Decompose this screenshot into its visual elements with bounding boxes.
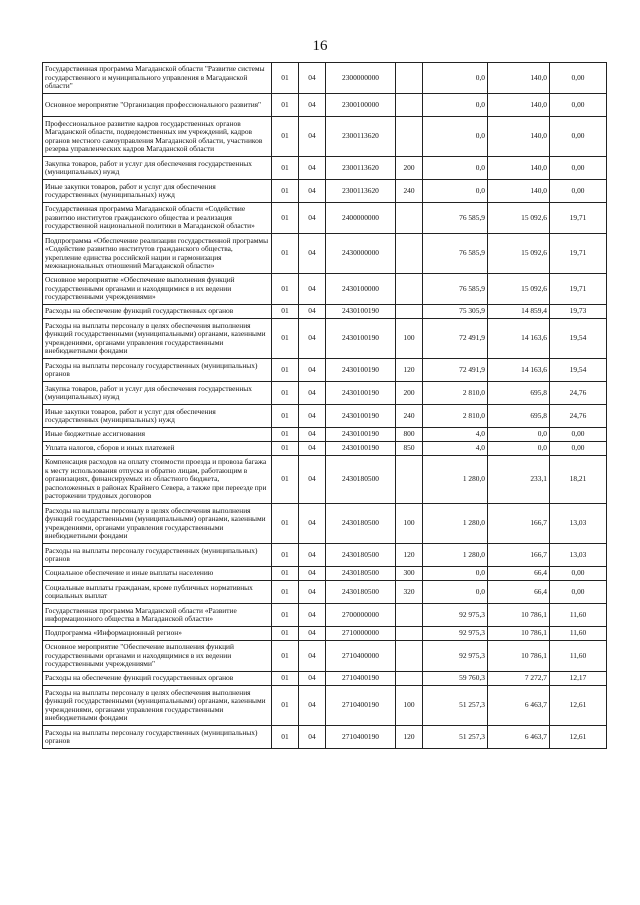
target-article-cell: 2710400190 (326, 672, 396, 686)
expense-type-cell: 100 (396, 319, 423, 359)
table-row (43, 180, 607, 203)
fact-amount-cell: 140,0 (488, 117, 550, 157)
percent-cell: 19,54 (550, 359, 607, 382)
plan-amount-cell: 92 975,3 (423, 604, 488, 627)
target-article-cell: 2300100000 (326, 94, 396, 117)
razdel-cell: 01 (272, 672, 299, 686)
expense-type-cell (396, 94, 423, 117)
row-name-cell: Основное мероприятие "Организация профессионального развития" (43, 94, 272, 117)
plan-amount-cell: 51 257,3 (423, 726, 488, 749)
podrazdel-cell: 04 (299, 627, 326, 641)
fact-amount-cell: 10 786,1 (488, 604, 550, 627)
podrazdel-cell: 04 (299, 234, 326, 274)
table-row (43, 726, 607, 749)
fact-amount-cell: 0,0 (488, 428, 550, 442)
fact-amount-cell: 695,8 (488, 405, 550, 428)
razdel-cell: 01 (272, 544, 299, 567)
plan-amount-cell: 1 280,0 (423, 504, 488, 544)
fact-amount-cell: 140,0 (488, 180, 550, 203)
plan-amount-cell: 2 810,0 (423, 405, 488, 428)
target-article-cell: 2430100190 (326, 428, 396, 442)
fact-amount-cell: 66,4 (488, 567, 550, 581)
expense-type-cell: 320 (396, 581, 423, 604)
table-row (43, 672, 607, 686)
target-article-cell: 2300113620 (326, 157, 396, 180)
expense-type-cell (396, 456, 423, 504)
target-article-cell: 2710400000 (326, 641, 396, 672)
razdel-cell: 01 (272, 203, 299, 234)
row-name-cell: Расходы на выплаты персоналу в целях обеспечения выполнения функций государственными (муниципальными) органами, казенными учреждениями, органами управления государственными внебюджетными фондами (43, 686, 272, 726)
percent-cell: 11,60 (550, 641, 607, 672)
fact-amount-cell: 10 786,1 (488, 641, 550, 672)
target-article-cell: 2300113620 (326, 117, 396, 157)
podrazdel-cell: 04 (299, 581, 326, 604)
row-name-cell: Компенсация расходов на оплату стоимости проезда и провоза багажа к месту использования отпуска и обратно лицам, работающим в организациях, финансируемых из областного бюджета, расположенных в районах Крайнего Севера, а также при переезде при расторжении трудовых договоров (43, 456, 272, 504)
expense-type-cell: 120 (396, 544, 423, 567)
razdel-cell: 01 (272, 604, 299, 627)
podrazdel-cell: 04 (299, 63, 326, 94)
plan-amount-cell: 92 975,3 (423, 641, 488, 672)
page-number: 16 (312, 38, 328, 54)
budget-table (42, 62, 607, 749)
razdel-cell: 01 (272, 641, 299, 672)
percent-cell: 13,03 (550, 504, 607, 544)
percent-cell: 12,61 (550, 686, 607, 726)
row-name-cell: Иные закупки товаров, работ и услуг для обеспечения государственных (муниципальных) нужд (43, 405, 272, 428)
row-name-cell: Расходы на обеспечение функций государственных органов (43, 305, 272, 319)
table-row (43, 63, 607, 94)
plan-amount-cell: 59 760,3 (423, 672, 488, 686)
plan-amount-cell: 76 585,9 (423, 234, 488, 274)
plan-amount-cell: 0,0 (423, 117, 488, 157)
table-row (43, 117, 607, 157)
plan-amount-cell: 72 491,9 (423, 319, 488, 359)
expense-type-cell: 300 (396, 567, 423, 581)
fact-amount-cell: 14 163,6 (488, 359, 550, 382)
expense-type-cell: 120 (396, 359, 423, 382)
podrazdel-cell: 04 (299, 544, 326, 567)
percent-cell: 0,00 (550, 442, 607, 456)
fact-amount-cell: 15 092,6 (488, 274, 550, 305)
fact-amount-cell: 166,7 (488, 504, 550, 544)
expense-type-cell: 240 (396, 405, 423, 428)
target-article-cell: 2430180500 (326, 581, 396, 604)
fact-amount-cell: 140,0 (488, 94, 550, 117)
percent-cell: 24,76 (550, 405, 607, 428)
table-row (43, 581, 607, 604)
razdel-cell: 01 (272, 726, 299, 749)
percent-cell: 19,54 (550, 319, 607, 359)
table-body (43, 63, 607, 749)
table-row (43, 234, 607, 274)
expense-type-cell: 120 (396, 726, 423, 749)
razdel-cell: 01 (272, 359, 299, 382)
percent-cell: 13,03 (550, 544, 607, 567)
percent-cell: 0,00 (550, 567, 607, 581)
razdel-cell: 01 (272, 428, 299, 442)
fact-amount-cell: 6 463,7 (488, 726, 550, 749)
fact-amount-cell: 140,0 (488, 63, 550, 94)
row-name-cell: Государственная программа Магаданской области «Содействие развитию институтов гражданского общества и реализация государственной национальной политики в Магаданской области» (43, 203, 272, 234)
row-name-cell: Иные бюджетные ассигнования (43, 428, 272, 442)
podrazdel-cell: 04 (299, 604, 326, 627)
plan-amount-cell: 51 257,3 (423, 686, 488, 726)
podrazdel-cell: 04 (299, 686, 326, 726)
table-row (43, 604, 607, 627)
table-row (43, 627, 607, 641)
target-article-cell: 2430100190 (326, 405, 396, 428)
podrazdel-cell: 04 (299, 319, 326, 359)
table-row (43, 359, 607, 382)
plan-amount-cell: 0,0 (423, 63, 488, 94)
row-name-cell: Профессиональное развитие кадров государственных органов Магаданской области, подведомственных им учреждений, кадров органов местного самоуправления Магаданской области, участников резерва управленческих кадров Магаданской области (43, 117, 272, 157)
table-row (43, 686, 607, 726)
table-row (43, 203, 607, 234)
podrazdel-cell: 04 (299, 117, 326, 157)
plan-amount-cell: 0,0 (423, 581, 488, 604)
expense-type-cell (396, 641, 423, 672)
expense-type-cell (396, 305, 423, 319)
plan-amount-cell: 92 975,3 (423, 627, 488, 641)
target-article-cell: 2430100000 (326, 274, 396, 305)
podrazdel-cell: 04 (299, 359, 326, 382)
expense-type-cell (396, 604, 423, 627)
percent-cell: 24,76 (550, 382, 607, 405)
razdel-cell: 01 (272, 504, 299, 544)
razdel-cell: 01 (272, 581, 299, 604)
razdel-cell: 01 (272, 382, 299, 405)
table-row (43, 305, 607, 319)
fact-amount-cell: 14 859,4 (488, 305, 550, 319)
expense-type-cell: 100 (396, 504, 423, 544)
plan-amount-cell: 4,0 (423, 428, 488, 442)
percent-cell: 19,71 (550, 203, 607, 234)
target-article-cell: 2430100190 (326, 319, 396, 359)
row-name-cell: Иные закупки товаров, работ и услуг для обеспечения государственных (муниципальных) нужд (43, 180, 272, 203)
expense-type-cell (396, 117, 423, 157)
row-name-cell: Расходы на выплаты персоналу государственных (муниципальных) органов (43, 726, 272, 749)
podrazdel-cell: 04 (299, 274, 326, 305)
percent-cell: 0,00 (550, 157, 607, 180)
target-article-cell: 2710000000 (326, 627, 396, 641)
expense-type-cell: 200 (396, 157, 423, 180)
expense-type-cell (396, 234, 423, 274)
target-article-cell: 2430100190 (326, 382, 396, 405)
row-name-cell: Подпрограмма «Информационный регион» (43, 627, 272, 641)
table-row (43, 428, 607, 442)
razdel-cell: 01 (272, 157, 299, 180)
percent-cell: 11,60 (550, 627, 607, 641)
razdel-cell: 01 (272, 63, 299, 94)
row-name-cell: Расходы на выплаты персоналу в целях обеспечения выполнения функций государственными (муниципальными) органами, казенными учреждениями, органами управления государственными внебюджетными фондами (43, 319, 272, 359)
razdel-cell: 01 (272, 456, 299, 504)
target-article-cell: 2430100190 (326, 305, 396, 319)
razdel-cell: 01 (272, 274, 299, 305)
target-article-cell: 2430000000 (326, 234, 396, 274)
podrazdel-cell: 04 (299, 504, 326, 544)
fact-amount-cell: 140,0 (488, 157, 550, 180)
plan-amount-cell: 1 280,0 (423, 456, 488, 504)
target-article-cell: 2430100190 (326, 359, 396, 382)
expense-type-cell (396, 274, 423, 305)
plan-amount-cell: 0,0 (423, 94, 488, 117)
target-article-cell: 2430100190 (326, 442, 396, 456)
podrazdel-cell: 04 (299, 157, 326, 180)
table-row (43, 544, 607, 567)
fact-amount-cell: 6 463,7 (488, 686, 550, 726)
podrazdel-cell: 04 (299, 203, 326, 234)
fact-amount-cell: 66,4 (488, 581, 550, 604)
table-row (43, 94, 607, 117)
row-name-cell: Социальное обеспечение и иные выплаты населению (43, 567, 272, 581)
table-row (43, 567, 607, 581)
fact-amount-cell: 10 786,1 (488, 627, 550, 641)
expense-type-cell: 240 (396, 180, 423, 203)
podrazdel-cell: 04 (299, 382, 326, 405)
table-row (43, 504, 607, 544)
podrazdel-cell: 04 (299, 726, 326, 749)
target-article-cell: 2710400190 (326, 686, 396, 726)
podrazdel-cell: 04 (299, 641, 326, 672)
row-name-cell: Социальные выплаты гражданам, кроме публичных нормативных социальных выплат (43, 581, 272, 604)
podrazdel-cell: 04 (299, 305, 326, 319)
row-name-cell: Подпрограмма «Обеспечение реализации государственной программы «Содействие развитию институтов гражданского общества, укрепление единства российской нации и гармонизация межнациональных отношений Магаданской области» (43, 234, 272, 274)
percent-cell: 19,73 (550, 305, 607, 319)
fact-amount-cell: 166,7 (488, 544, 550, 567)
razdel-cell: 01 (272, 442, 299, 456)
podrazdel-cell: 04 (299, 180, 326, 203)
target-article-cell: 2700000000 (326, 604, 396, 627)
target-article-cell: 2400000000 (326, 203, 396, 234)
row-name-cell: Расходы на выплаты персоналу государственных (муниципальных) органов (43, 359, 272, 382)
percent-cell: 19,71 (550, 234, 607, 274)
table-row (43, 157, 607, 180)
plan-amount-cell: 1 280,0 (423, 544, 488, 567)
podrazdel-cell: 04 (299, 405, 326, 428)
podrazdel-cell: 04 (299, 456, 326, 504)
expense-type-cell: 800 (396, 428, 423, 442)
target-article-cell: 2430180500 (326, 504, 396, 544)
target-article-cell: 2300000000 (326, 63, 396, 94)
razdel-cell: 01 (272, 567, 299, 581)
percent-cell: 0,00 (550, 581, 607, 604)
plan-amount-cell: 76 585,9 (423, 274, 488, 305)
row-name-cell: Закупка товаров, работ и услуг для обеспечения государственных (муниципальных) нужд (43, 382, 272, 405)
target-article-cell: 2430180500 (326, 567, 396, 581)
expense-type-cell: 100 (396, 686, 423, 726)
target-article-cell: 2430180500 (326, 544, 396, 567)
expense-type-cell (396, 203, 423, 234)
expense-type-cell: 200 (396, 382, 423, 405)
row-name-cell: Основное мероприятие «Обеспечение выполнения функций государственными органами и находящимися в их ведении государственными учреждениями» (43, 274, 272, 305)
plan-amount-cell: 76 585,9 (423, 203, 488, 234)
percent-cell: 12,17 (550, 672, 607, 686)
table-row (43, 442, 607, 456)
plan-amount-cell: 72 491,9 (423, 359, 488, 382)
row-name-cell: Расходы на выплаты персоналу в целях обеспечения выполнения функций государственными (муниципальными) органами, казенными учреждениями, органами управления государственными внебюджетными фондами (43, 504, 272, 544)
percent-cell: 0,00 (550, 117, 607, 157)
plan-amount-cell: 0,0 (423, 567, 488, 581)
plan-amount-cell: 2 810,0 (423, 382, 488, 405)
podrazdel-cell: 04 (299, 94, 326, 117)
fact-amount-cell: 0,0 (488, 442, 550, 456)
target-article-cell: 2300113620 (326, 180, 396, 203)
row-name-cell: Основное мероприятие "Обеспечение выполнения функций государственными органами и находящимися в их ведении государственными учреждениями" (43, 641, 272, 672)
plan-amount-cell: 75 305,9 (423, 305, 488, 319)
razdel-cell: 01 (272, 305, 299, 319)
expense-type-cell: 850 (396, 442, 423, 456)
razdel-cell: 01 (272, 686, 299, 726)
podrazdel-cell: 04 (299, 672, 326, 686)
fact-amount-cell: 14 163,6 (488, 319, 550, 359)
table-row (43, 319, 607, 359)
percent-cell: 0,00 (550, 63, 607, 94)
fact-amount-cell: 15 092,6 (488, 203, 550, 234)
target-article-cell: 2710400190 (326, 726, 396, 749)
percent-cell: 19,71 (550, 274, 607, 305)
row-name-cell: Государственная программа Магаданской области "Развитие системы государственного и муниципального управления в Магаданской области" (43, 63, 272, 94)
fact-amount-cell: 7 272,7 (488, 672, 550, 686)
row-name-cell: Расходы на выплаты персоналу государственных (муниципальных) органов (43, 544, 272, 567)
table-row (43, 405, 607, 428)
podrazdel-cell: 04 (299, 428, 326, 442)
percent-cell: 0,00 (550, 428, 607, 442)
fact-amount-cell: 695,8 (488, 382, 550, 405)
table-row (43, 456, 607, 504)
percent-cell: 11,60 (550, 604, 607, 627)
expense-type-cell (396, 627, 423, 641)
podrazdel-cell: 04 (299, 567, 326, 581)
razdel-cell: 01 (272, 234, 299, 274)
table-row (43, 641, 607, 672)
row-name-cell: Закупка товаров, работ и услуг для обеспечения государственных (муниципальных) нужд (43, 157, 272, 180)
table-row (43, 382, 607, 405)
razdel-cell: 01 (272, 319, 299, 359)
razdel-cell: 01 (272, 180, 299, 203)
fact-amount-cell: 233,1 (488, 456, 550, 504)
fact-amount-cell: 15 092,6 (488, 234, 550, 274)
row-name-cell: Уплата налогов, сборов и иных платежей (43, 442, 272, 456)
plan-amount-cell: 4,0 (423, 442, 488, 456)
plan-amount-cell: 0,0 (423, 157, 488, 180)
expense-type-cell (396, 672, 423, 686)
percent-cell: 12,61 (550, 726, 607, 749)
expense-type-cell (396, 63, 423, 94)
razdel-cell: 01 (272, 117, 299, 157)
razdel-cell: 01 (272, 94, 299, 117)
razdel-cell: 01 (272, 627, 299, 641)
row-name-cell: Государственная программа Магаданской области «Развитие информационного общества в Магаданской области» (43, 604, 272, 627)
percent-cell: 18,21 (550, 456, 607, 504)
razdel-cell: 01 (272, 405, 299, 428)
podrazdel-cell: 04 (299, 442, 326, 456)
table-row (43, 274, 607, 305)
percent-cell: 0,00 (550, 94, 607, 117)
row-name-cell: Расходы на обеспечение функций государственных органов (43, 672, 272, 686)
plan-amount-cell: 0,0 (423, 180, 488, 203)
target-article-cell: 2430180500 (326, 456, 396, 504)
percent-cell: 0,00 (550, 180, 607, 203)
